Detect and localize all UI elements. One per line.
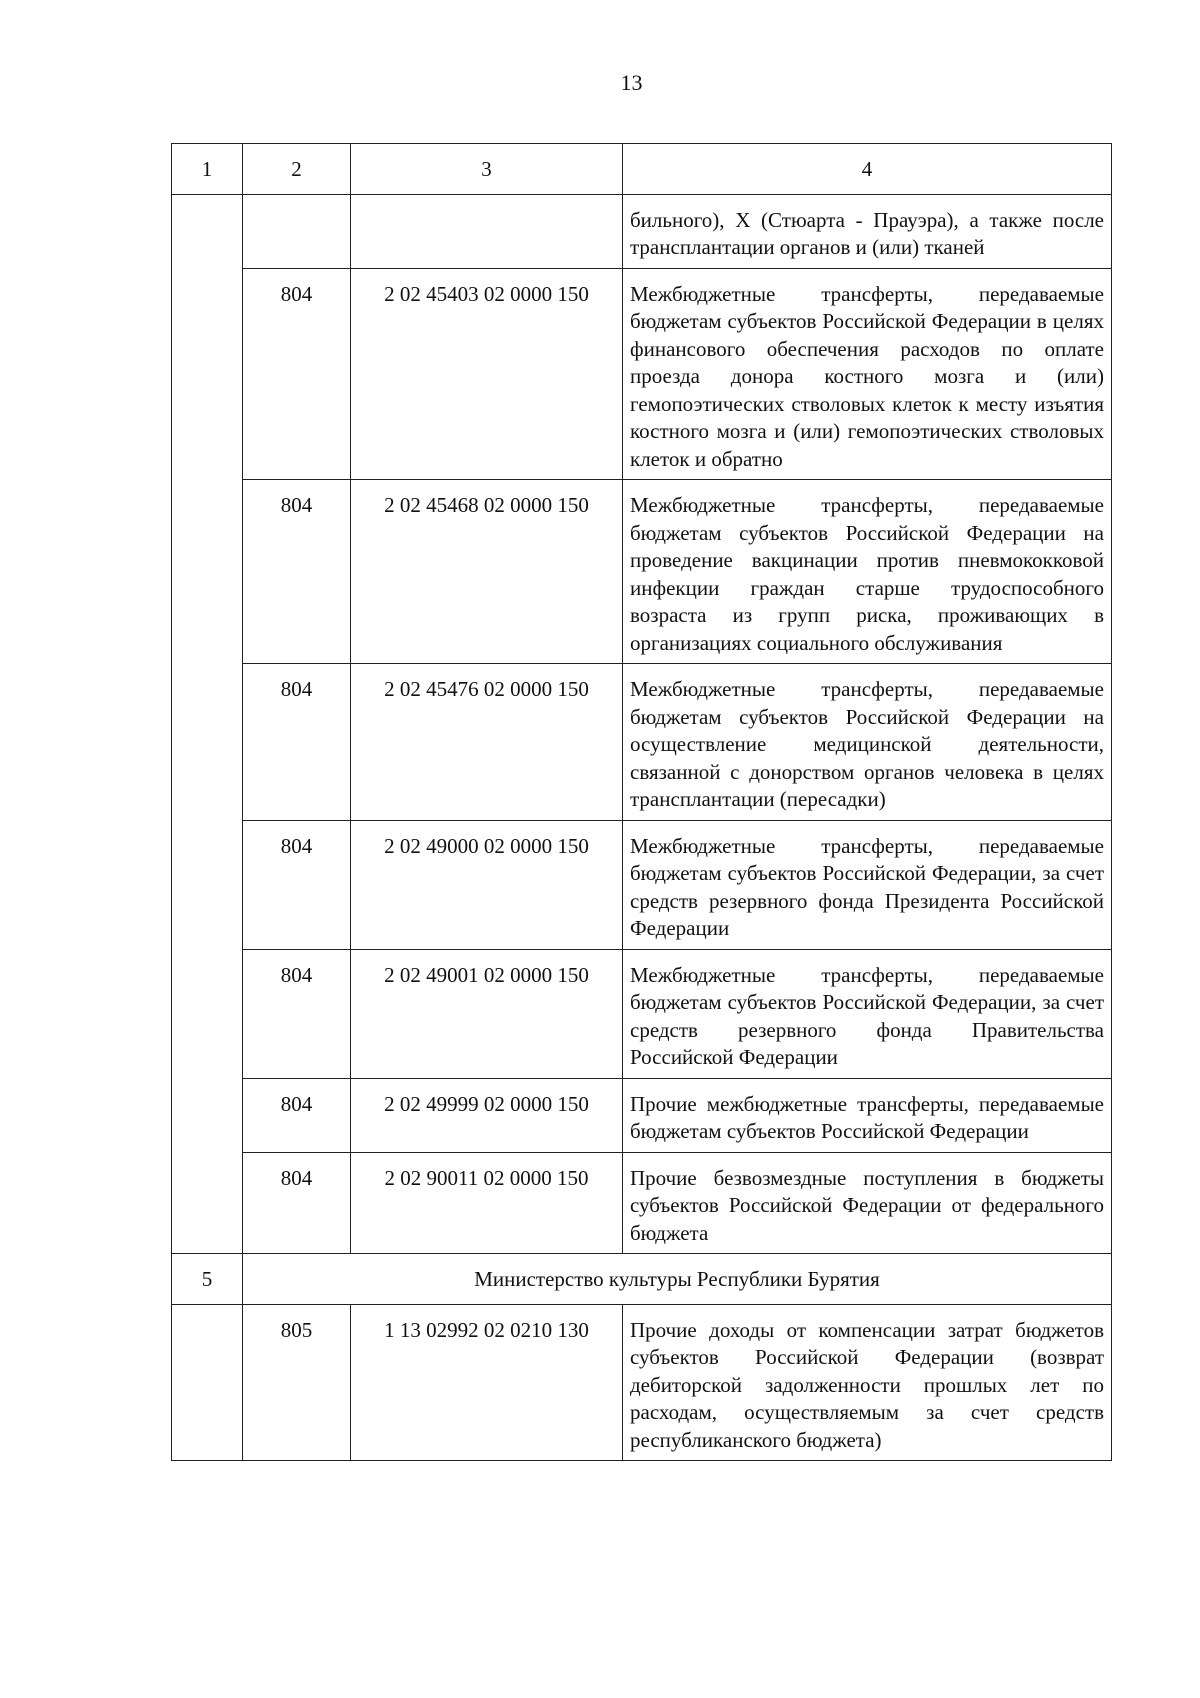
revenue-description: Прочие межбюджетные трансферты, передаваемые бюджетам субъектов Российской Федерации xyxy=(623,1078,1112,1152)
table-row xyxy=(172,1078,1112,1152)
revenue-description: Межбюджетные трансферты, передаваемые бюджетам субъектов Российской Федерации на проведение вакцинации против пневмококковой инфекции граждан старше трудоспособного возраста из групп риска, проживающих в организациях социального обслуживания xyxy=(623,480,1112,664)
revenue-codes-table xyxy=(171,143,1112,1461)
admin-code: 804 xyxy=(243,664,351,821)
budget-classification-code: 2 02 49000 02 0000 150 xyxy=(351,820,623,949)
section-number: 5 xyxy=(172,1254,243,1305)
empty-admin-cell xyxy=(243,194,351,268)
revenue-description: Прочие безвозмездные поступления в бюджеты субъектов Российской Федерации от федерального бюджета xyxy=(623,1152,1112,1254)
revenue-description: Межбюджетные трансферты, передаваемые бюджетам субъектов Российской Федерации в целях финансового обеспечения расходов по оплате проезда донора костного мозга и (или) гемопоэтических стволовых клеток к месту изъятия костного мозга и (или) гемопоэтических стволовых клеток и обратно xyxy=(623,268,1112,480)
budget-classification-code: 2 02 45403 02 0000 150 xyxy=(351,268,623,480)
merged-number-cell xyxy=(172,194,243,1254)
admin-code: 805 xyxy=(243,1304,351,1461)
table-row xyxy=(172,480,1112,664)
column-header-3: 3 xyxy=(351,144,623,195)
empty-number-cell xyxy=(172,1304,243,1461)
admin-code: 804 xyxy=(243,480,351,664)
section-title: Министерство культуры Республики Бурятия xyxy=(243,1254,1112,1305)
table-row xyxy=(172,949,1112,1078)
revenue-description: Прочие доходы от компенсации затрат бюджетов субъектов Российской Федерации (возврат дебиторской задолженности прошлых лет по расходам, осуществляемым за счет средств республиканского бюджета) xyxy=(623,1304,1112,1461)
table-row xyxy=(172,664,1112,821)
table-header-row xyxy=(172,144,1112,195)
table-body xyxy=(172,144,1112,1461)
budget-classification-code: 2 02 45468 02 0000 150 xyxy=(351,480,623,664)
revenue-description: Межбюджетные трансферты, передаваемые бюджетам субъектов Российской Федерации, за счет средств резервного фонда Президента Российской Федерации xyxy=(623,820,1112,949)
continuation-row xyxy=(172,194,1112,268)
continuation-text: бильного), X (Стюарта - Прауэра), а также после трансплантации органов и (или) тканей xyxy=(623,194,1112,268)
section-row xyxy=(172,1254,1112,1305)
revenue-description: Межбюджетные трансферты, передаваемые бюджетам субъектов Российской Федерации, за счет средств резервного фонда Правительства Российской Федерации xyxy=(623,949,1112,1078)
budget-classification-code: 2 02 49999 02 0000 150 xyxy=(351,1078,623,1152)
budget-classification-code: 2 02 90011 02 0000 150 xyxy=(351,1152,623,1254)
budget-classification-code: 2 02 49001 02 0000 150 xyxy=(351,949,623,1078)
column-header-2: 2 xyxy=(243,144,351,195)
admin-code: 804 xyxy=(243,820,351,949)
table-row xyxy=(172,820,1112,949)
budget-classification-code: 1 13 02992 02 0210 130 xyxy=(351,1304,623,1461)
admin-code: 804 xyxy=(243,1152,351,1254)
column-header-4: 4 xyxy=(623,144,1112,195)
table-row xyxy=(172,268,1112,480)
table-row xyxy=(172,1152,1112,1254)
budget-classification-code: 2 02 45476 02 0000 150 xyxy=(351,664,623,821)
column-header-1: 1 xyxy=(172,144,243,195)
table-row xyxy=(172,1304,1112,1461)
empty-code-cell xyxy=(351,194,623,268)
admin-code: 804 xyxy=(243,268,351,480)
revenue-description: Межбюджетные трансферты, передаваемые бюджетам субъектов Российской Федерации на осуществление медицинской деятельности, связанной с донорством органов человека в целях трансплантации (пересадки) xyxy=(623,664,1112,821)
page-number: 13 xyxy=(620,70,643,95)
admin-code: 804 xyxy=(243,949,351,1078)
admin-code: 804 xyxy=(243,1078,351,1152)
